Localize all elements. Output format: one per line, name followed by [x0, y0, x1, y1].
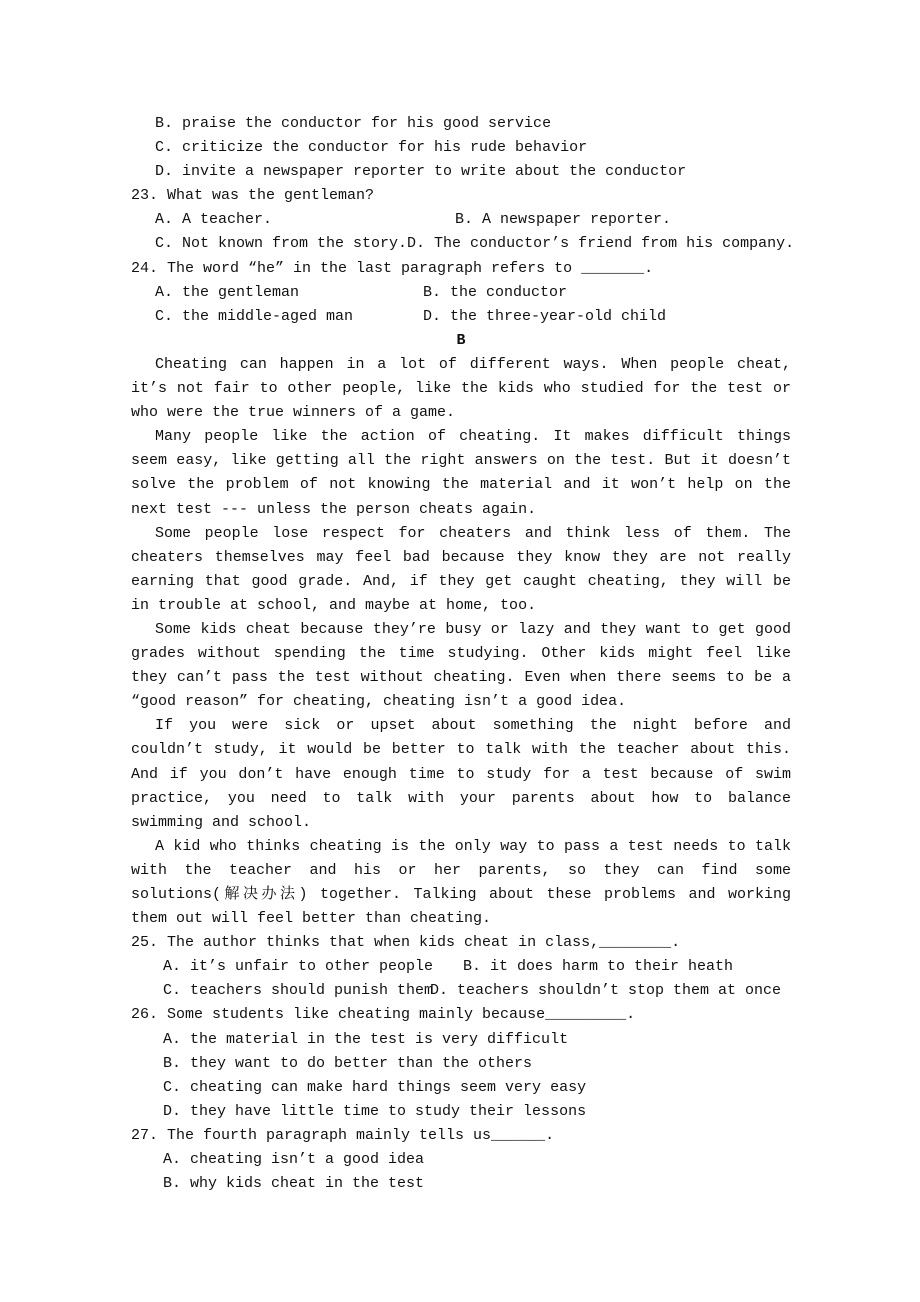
- q24-option-c: C. the middle-aged man: [155, 307, 354, 325]
- q23-option-a: A. A teacher.: [155, 211, 273, 229]
- q27-option-a: A. cheating isn’t a good idea: [163, 1151, 425, 1169]
- passage-paragraph-1: Cheating can happen in a lot of different ways. When people cheat, it’s not fair to other people, like the kids who studied for the test or who were the true winners of a game.: [131, 355, 791, 422]
- q23-options-row-1: [131, 208, 791, 232]
- q24-options-row-2: [131, 305, 791, 329]
- passage-paragraph-4: Some kids cheat because they’re busy or lazy and they want to get good grades without spending the time studying. Other kids might feel like they can’t pass the test without cheating. Even when there seems to be a “good reason” for cheating, cheating isn’t a good idea.: [131, 620, 791, 711]
- exam-content: [131, 112, 795, 1196]
- q25-option-c: C. teachers should punish them: [163, 982, 434, 1000]
- q23-option-c: C. Not known from the story.: [155, 235, 408, 253]
- q26-option-c: C. cheating can make hard things seem very easy: [163, 1078, 587, 1096]
- section-heading-b: B: [456, 331, 466, 349]
- q26-option-a: A. the material in the test is very difficult: [163, 1030, 569, 1048]
- q23-options-row-2: [131, 232, 795, 256]
- q23-option-b: B. A newspaper reporter.: [455, 211, 672, 229]
- q25-option-b: B. it does harm to their heath: [463, 958, 734, 976]
- q23-option-d: D. The conductor’s friend from his company.: [407, 235, 795, 253]
- q26-option-b: B. they want to do better than the others: [163, 1054, 533, 1072]
- passage-paragraph-3: Some people lose respect for cheaters and think less of them. The cheaters themselves may feel bad because they know they are not really earning that good grade. And, if they get caught cheating, they will be in trouble at school, and maybe at home, too.: [131, 524, 791, 614]
- q22-option-b: B. praise the conductor for his good service: [155, 115, 552, 132]
- q24-options-row-1: [131, 281, 791, 305]
- q27-option-b: B. why kids cheat in the test: [163, 1175, 425, 1193]
- q25-question: 25. The author thinks that when kids cheat in class,________.: [131, 934, 681, 952]
- q25-options-row-2: [131, 979, 791, 1003]
- q26-option-d: D. they have little time to study their lessons: [163, 1102, 587, 1120]
- q27-question: 27. The fourth paragraph mainly tells us______.: [131, 1126, 555, 1144]
- q22-option-c: C. criticize the conductor for his rude behavior: [155, 139, 588, 157]
- q24-option-b: B. the conductor: [423, 283, 568, 301]
- q23-question: 23. What was the gentleman?: [131, 187, 375, 205]
- q25-option-d: D. teachers shouldn’t stop them at once: [430, 982, 782, 1000]
- q24-question: 24. The word “he” in the last paragraph refers to _______.: [131, 259, 654, 277]
- q22-option-d: D. invite a newspaper reporter to write about the conductor: [155, 163, 687, 181]
- passage-paragraph-2: Many people like the action of cheating. It makes difficult things seem easy, like getting all the right answers on the test. But it doesn’t solve the problem of not knowing the material and it won’t help on the next test --- unless the person cheats again.: [131, 428, 791, 518]
- passage-paragraph-5: If you were sick or upset about something the night before and couldn’t study, it would be better to talk with the teacher about this. And if you don’t have enough time to study for a test because of swim practice, you need to talk with your parents about how to balance swimming and school.: [131, 717, 791, 831]
- q24-option-d: D. the three-year-old child: [423, 307, 667, 325]
- passage-paragraph-6: A kid who thinks cheating is the only way to pass a test needs to talk with the teacher and his or her parents, so they can find some solutions(解决办法) together. Talking about these problems and working them out will feel better than cheating.: [131, 837, 791, 928]
- q25-options-row-1: [131, 955, 791, 979]
- q24-option-a: A. the gentleman: [155, 283, 300, 301]
- q25-option-a: A. it’s unfair to other people: [163, 958, 434, 976]
- q26-question: 26. Some students like cheating mainly because_________.: [131, 1006, 636, 1024]
